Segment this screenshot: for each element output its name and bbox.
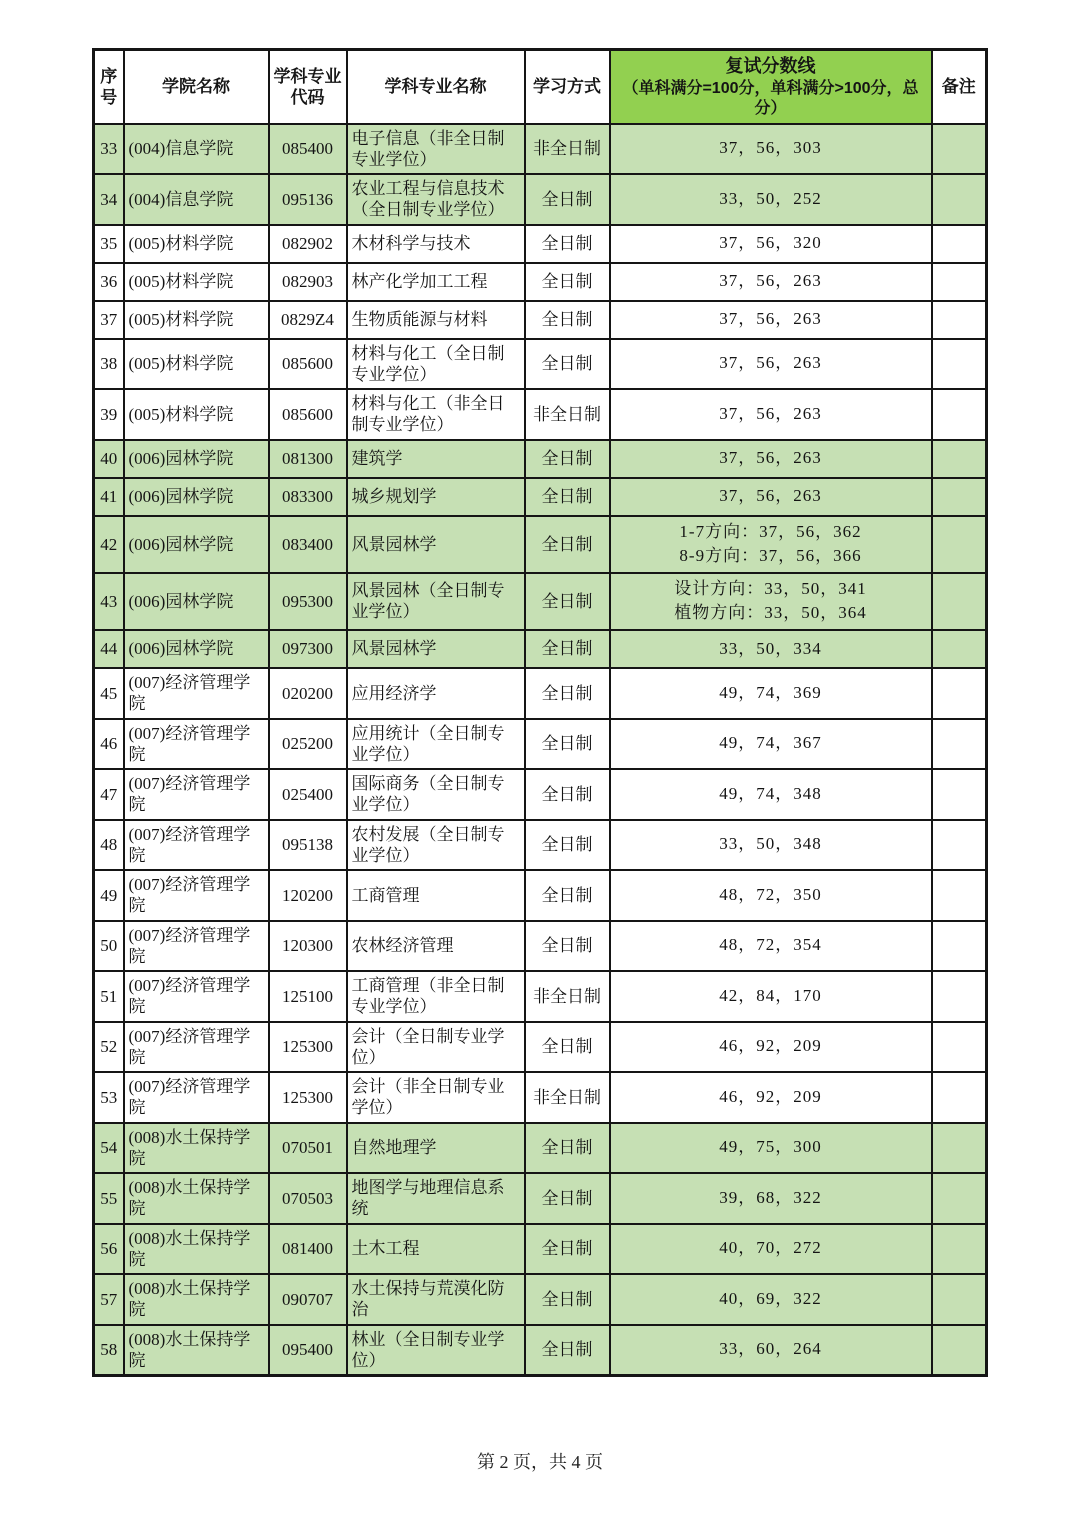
score-line: 37，56，263 (719, 309, 822, 329)
remark-cell (932, 630, 987, 668)
college-name-cell: (004)信息学院 (124, 174, 269, 225)
major-code-cell: 085400 (269, 124, 347, 175)
row-number-cell: 47 (94, 769, 124, 820)
major-code-cell: 025400 (269, 769, 347, 820)
row-number-cell: 41 (94, 478, 124, 516)
remark-cell (932, 389, 987, 440)
study-mode-cell: 全日制 (525, 225, 610, 263)
college-name-cell: (007)经济管理学院 (124, 668, 269, 719)
remark-cell (932, 668, 987, 719)
major-name-cell: 农林经济管理 (347, 921, 525, 972)
college-name-cell: (007)经济管理学院 (124, 1022, 269, 1073)
college-name-cell: (006)园林学院 (124, 440, 269, 478)
score-cell (610, 478, 932, 516)
major-code-cell: 125300 (269, 1072, 347, 1123)
col-header-major-name: 学科专业名称 (347, 50, 525, 124)
major-name-cell: 会计（全日制专业学位） (347, 1022, 525, 1073)
study-mode-cell: 全日制 (525, 174, 610, 225)
score-cell (610, 870, 932, 921)
major-code-cell: 120300 (269, 921, 347, 972)
row-number-cell: 48 (94, 820, 124, 871)
table-row (94, 1072, 987, 1123)
college-name-cell: (007)经济管理学院 (124, 820, 269, 871)
remark-cell (932, 1173, 987, 1224)
major-name-cell: 土木工程 (347, 1224, 525, 1275)
major-code-cell: 095136 (269, 174, 347, 225)
remark-cell (932, 1072, 987, 1123)
study-mode-cell: 全日制 (525, 1173, 610, 1224)
row-number-cell: 54 (94, 1123, 124, 1174)
score-cell (610, 1072, 932, 1123)
study-mode-cell: 全日制 (525, 719, 610, 770)
study-mode-cell: 全日制 (525, 339, 610, 390)
study-mode-cell: 全日制 (525, 516, 610, 573)
college-name-cell: (008)水土保持学院 (124, 1173, 269, 1224)
score-line: 植物方向：33，50，364 (674, 603, 867, 623)
college-name-cell: (006)园林学院 (124, 478, 269, 516)
row-number-cell: 53 (94, 1072, 124, 1123)
table-row (94, 1173, 987, 1224)
table-header-row (94, 50, 987, 124)
study-mode-cell: 非全日制 (525, 1072, 610, 1123)
score-header-title: 复试分数线 (725, 56, 816, 76)
row-number-cell: 44 (94, 630, 124, 668)
college-name-cell: (008)水土保持学院 (124, 1274, 269, 1325)
major-code-cell: 085600 (269, 389, 347, 440)
major-code-cell: 097300 (269, 630, 347, 668)
table-row (94, 1123, 987, 1174)
college-name-cell: (006)园林学院 (124, 516, 269, 573)
major-name-cell: 电子信息（非全日制专业学位） (347, 124, 525, 175)
page-indicator: 第 2 页，共 4 页 (477, 1452, 603, 1472)
college-name-cell: (007)经济管理学院 (124, 769, 269, 820)
major-code-cell: 082903 (269, 263, 347, 301)
score-line: 37，56，263 (719, 448, 822, 468)
major-name-cell: 国际商务（全日制专业学位） (347, 769, 525, 820)
score-cell (610, 921, 932, 972)
college-name-cell: (008)水土保持学院 (124, 1224, 269, 1275)
remark-cell (932, 174, 987, 225)
remark-cell (932, 478, 987, 516)
remark-cell (932, 516, 987, 573)
score-cell (610, 1274, 932, 1325)
score-cell (610, 339, 932, 390)
score-cell (610, 719, 932, 770)
major-name-cell: 工商管理（非全日制专业学位） (347, 971, 525, 1022)
remark-cell (932, 339, 987, 390)
major-code-cell: 125100 (269, 971, 347, 1022)
score-cell (610, 971, 932, 1022)
study-mode-cell: 全日制 (525, 668, 610, 719)
major-name-cell: 林业（全日制专业学位） (347, 1325, 525, 1376)
table-row (94, 339, 987, 390)
college-name-cell: (005)材料学院 (124, 301, 269, 339)
college-name-cell: (006)园林学院 (124, 630, 269, 668)
major-code-cell: 070503 (269, 1173, 347, 1224)
score-line: 46，92，209 (719, 1086, 822, 1106)
score-line: 39，68，322 (719, 1187, 822, 1207)
college-name-cell: (004)信息学院 (124, 124, 269, 175)
table-row (94, 630, 987, 668)
major-name-cell: 林产化学加工工程 (347, 263, 525, 301)
score-cell (610, 668, 932, 719)
major-code-cell: 0829Z4 (269, 301, 347, 339)
college-name-cell: (005)材料学院 (124, 339, 269, 390)
study-mode-cell: 非全日制 (525, 124, 610, 175)
score-cell (610, 124, 932, 175)
major-name-cell: 建筑学 (347, 440, 525, 478)
major-code-cell: 083300 (269, 478, 347, 516)
major-name-cell: 木材科学与技术 (347, 225, 525, 263)
major-code-cell: 020200 (269, 668, 347, 719)
score-cell (610, 440, 932, 478)
remark-cell (932, 1224, 987, 1275)
college-name-cell: (007)经济管理学院 (124, 719, 269, 770)
major-code-cell: 090707 (269, 1274, 347, 1325)
major-name-cell: 地图学与地理信息系统 (347, 1173, 525, 1224)
score-cell (610, 516, 932, 573)
major-name-cell: 材料与化工（全日制专业学位） (347, 339, 525, 390)
score-line: 46，92，209 (719, 1036, 822, 1056)
major-name-cell: 风景园林（全日制专业学位） (347, 573, 525, 630)
table-row (94, 1022, 987, 1073)
college-name-cell: (007)经济管理学院 (124, 971, 269, 1022)
major-code-cell: 095400 (269, 1325, 347, 1376)
major-code-cell: 082902 (269, 225, 347, 263)
row-number-cell: 35 (94, 225, 124, 263)
score-line: 48，72，354 (719, 935, 822, 955)
study-mode-cell: 全日制 (525, 440, 610, 478)
major-code-cell: 025200 (269, 719, 347, 770)
col-header-score-line (610, 50, 932, 124)
score-cell (610, 1325, 932, 1376)
score-cell (610, 174, 932, 225)
score-line: 49，74，369 (719, 682, 822, 702)
score-line: 49，74，348 (719, 783, 822, 803)
major-name-cell: 风景园林学 (347, 630, 525, 668)
row-number-cell: 49 (94, 870, 124, 921)
score-line: 37，56，263 (719, 353, 822, 373)
row-number-cell: 55 (94, 1173, 124, 1224)
score-line: 48，72，350 (719, 884, 822, 904)
score-cell (610, 263, 932, 301)
major-name-cell: 风景园林学 (347, 516, 525, 573)
study-mode-cell: 全日制 (525, 921, 610, 972)
row-number-cell: 33 (94, 124, 124, 175)
remark-cell (932, 301, 987, 339)
study-mode-cell: 全日制 (525, 1325, 610, 1376)
col-header-major-code: 学科专业代码 (269, 50, 347, 124)
major-name-cell: 农村发展（全日制专业学位） (347, 820, 525, 871)
major-name-cell: 材料与化工（非全日制专业学位） (347, 389, 525, 440)
score-cell (610, 389, 932, 440)
major-name-cell: 应用统计（全日制专业学位） (347, 719, 525, 770)
table-row (94, 516, 987, 573)
remark-cell (932, 263, 987, 301)
study-mode-cell: 全日制 (525, 478, 610, 516)
remark-cell (932, 1022, 987, 1073)
score-line: 37，56，303 (719, 138, 822, 158)
remark-cell (932, 225, 987, 263)
major-code-cell: 095300 (269, 573, 347, 630)
row-number-cell: 50 (94, 921, 124, 972)
score-cell (610, 820, 932, 871)
remark-cell (932, 1274, 987, 1325)
table-row (94, 870, 987, 921)
table-row (94, 971, 987, 1022)
row-number-cell: 36 (94, 263, 124, 301)
score-cell (610, 1173, 932, 1224)
col-header-row-number: 序号 (94, 50, 124, 124)
row-number-cell: 39 (94, 389, 124, 440)
row-number-cell: 56 (94, 1224, 124, 1275)
score-line: 49，74，367 (719, 733, 822, 753)
table-row (94, 301, 987, 339)
score-line: 42，84，170 (719, 985, 822, 1005)
major-code-cell: 083400 (269, 516, 347, 573)
study-mode-cell: 全日制 (525, 301, 610, 339)
study-mode-cell: 全日制 (525, 1224, 610, 1275)
row-number-cell: 57 (94, 1274, 124, 1325)
remark-cell (932, 921, 987, 972)
score-line: 33，60，264 (719, 1339, 822, 1359)
major-name-cell: 农业工程与信息技术（全日制专业学位） (347, 174, 525, 225)
table-row (94, 921, 987, 972)
major-name-cell: 工商管理 (347, 870, 525, 921)
score-header-subtitle: （单科满分=100分，单科满分>100分，总分） (622, 79, 919, 117)
score-line: 37，56，263 (719, 271, 822, 291)
remark-cell (932, 820, 987, 871)
major-code-cell: 120200 (269, 870, 347, 921)
score-cell (610, 1123, 932, 1174)
admission-score-table (92, 48, 988, 1377)
college-name-cell: (005)材料学院 (124, 389, 269, 440)
remark-cell (932, 1325, 987, 1376)
col-header-college-name: 学院名称 (124, 50, 269, 124)
study-mode-cell: 非全日制 (525, 971, 610, 1022)
college-name-cell: (006)园林学院 (124, 573, 269, 630)
major-code-cell: 085600 (269, 339, 347, 390)
major-name-cell: 生物质能源与材料 (347, 301, 525, 339)
row-number-cell: 58 (94, 1325, 124, 1376)
table-row (94, 668, 987, 719)
score-line: 8-9方向：37，56，366 (679, 546, 862, 566)
major-code-cell: 081400 (269, 1224, 347, 1275)
major-name-cell: 自然地理学 (347, 1123, 525, 1174)
row-number-cell: 37 (94, 301, 124, 339)
study-mode-cell: 全日制 (525, 1123, 610, 1174)
major-code-cell: 081300 (269, 440, 347, 478)
row-number-cell: 51 (94, 971, 124, 1022)
table-row (94, 389, 987, 440)
score-cell (610, 630, 932, 668)
remark-cell (932, 1123, 987, 1174)
study-mode-cell: 全日制 (525, 1022, 610, 1073)
table-row (94, 225, 987, 263)
table-row (94, 124, 987, 175)
row-number-cell: 40 (94, 440, 124, 478)
remark-cell (932, 719, 987, 770)
study-mode-cell: 全日制 (525, 769, 610, 820)
college-name-cell: (007)经济管理学院 (124, 870, 269, 921)
score-line: 37，56，320 (719, 233, 822, 253)
score-line: 设计方向：33，50，341 (674, 578, 867, 598)
score-line: 33，50，348 (719, 834, 822, 854)
row-number-cell: 45 (94, 668, 124, 719)
table-row (94, 440, 987, 478)
college-name-cell: (005)材料学院 (124, 263, 269, 301)
table-row (94, 1274, 987, 1325)
college-name-cell: (007)经济管理学院 (124, 921, 269, 972)
table-row (94, 1224, 987, 1275)
major-name-cell: 城乡规划学 (347, 478, 525, 516)
college-name-cell: (008)水土保持学院 (124, 1123, 269, 1174)
score-line: 40，70，272 (719, 1238, 822, 1258)
row-number-cell: 38 (94, 339, 124, 390)
study-mode-cell: 全日制 (525, 573, 610, 630)
score-line: 49，75，300 (719, 1137, 822, 1157)
table-row (94, 263, 987, 301)
major-code-cell: 125300 (269, 1022, 347, 1073)
table-row (94, 174, 987, 225)
score-cell (610, 573, 932, 630)
score-line: 40，69，322 (719, 1288, 822, 1308)
study-mode-cell: 全日制 (525, 1274, 610, 1325)
college-name-cell: (007)经济管理学院 (124, 1072, 269, 1123)
score-line: 1-7方向：37，56，362 (679, 521, 862, 541)
table-row (94, 719, 987, 770)
college-name-cell: (005)材料学院 (124, 225, 269, 263)
score-line: 37，56，263 (719, 403, 822, 423)
college-name-cell: (008)水土保持学院 (124, 1325, 269, 1376)
remark-cell (932, 573, 987, 630)
row-number-cell: 42 (94, 516, 124, 573)
score-line: 33，50，252 (719, 188, 822, 208)
row-number-cell: 52 (94, 1022, 124, 1073)
score-cell (610, 769, 932, 820)
table-row (94, 1325, 987, 1376)
study-mode-cell: 全日制 (525, 870, 610, 921)
major-code-cell: 095138 (269, 820, 347, 871)
table-row (94, 478, 987, 516)
study-mode-cell: 全日制 (525, 630, 610, 668)
col-header-study-mode: 学习方式 (525, 50, 610, 124)
row-number-cell: 43 (94, 573, 124, 630)
remark-cell (932, 769, 987, 820)
major-name-cell: 应用经济学 (347, 668, 525, 719)
major-code-cell: 070501 (269, 1123, 347, 1174)
major-name-cell: 会计（非全日制专业学位） (347, 1072, 525, 1123)
major-name-cell: 水土保持与荒漠化防治 (347, 1274, 525, 1325)
score-cell (610, 301, 932, 339)
score-line: 33，50，334 (719, 638, 822, 658)
row-number-cell: 46 (94, 719, 124, 770)
remark-cell (932, 440, 987, 478)
score-cell (610, 1224, 932, 1275)
table-row (94, 769, 987, 820)
remark-cell (932, 971, 987, 1022)
score-cell (610, 1022, 932, 1073)
remark-cell (932, 870, 987, 921)
study-mode-cell: 非全日制 (525, 389, 610, 440)
study-mode-cell: 全日制 (525, 820, 610, 871)
table-row (94, 820, 987, 871)
row-number-cell: 34 (94, 174, 124, 225)
score-line: 37，56，263 (719, 486, 822, 506)
remark-cell (932, 124, 987, 175)
study-mode-cell: 全日制 (525, 263, 610, 301)
score-cell (610, 225, 932, 263)
table-row (94, 573, 987, 630)
col-header-remark: 备注 (932, 50, 987, 124)
